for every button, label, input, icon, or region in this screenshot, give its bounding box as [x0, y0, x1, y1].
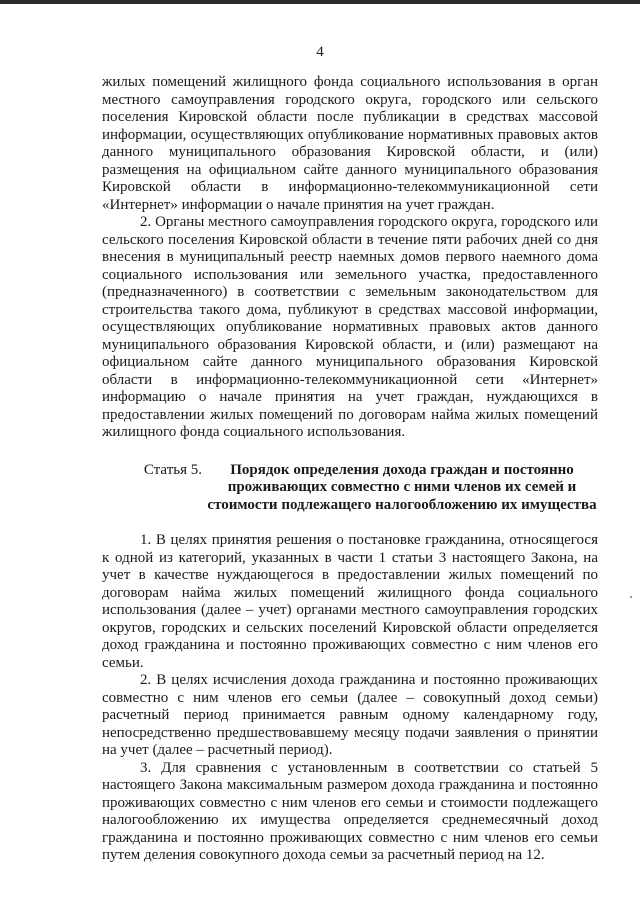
paragraph-art5-1: 1. В целях принятия решения о постановке гражданина, относящегося к одной из категорий, указанных в части 1 статьи 3 настоящего Закона, на учет в качестве нуждающегося в предоставлении жилых помещений по договорам найма жилых помещений жилищного фонда социального использования (далее – учет) органами местного самоуправления городских округов, городских и сельских поселений Кировской области определяется доход гражданина и постоянно проживающих совместно с ним членов его семьи. [102, 532, 598, 671]
page-number: 4 [316, 44, 324, 60]
scan-artifact-speck [630, 596, 632, 598]
article-title-line: проживающих совместно с ними членов их семей и [227, 479, 577, 495]
article-title-line: Порядок определения дохода граждан и постоянно [230, 461, 574, 478]
paragraph-2: 2. Органы местного самоуправления городского округа, городского или сельского поселения Кировской области в течение пяти рабочих дней со дня внесения в муниципальный реестр наемных домов первого наемного дома социального использования или земельного участка, предоставленного (предназначенного) в соответствии с земельным законодательством для строительства такого дома, публикуют в средствах массовой информации, осуществляющих опубликование нормативных правовых актов данного муниципального образования Кировской области, и (или) размещают на официальном сайте данного муниципального образования Кировской области в информационно-телекоммуникационной сети «Интернет» информацию о начале принятия на учет граждан, нуждающихся в предоставлении жилых помещений по договорам найма жилых помещений жилищного фонда социального использования. [102, 214, 598, 440]
paragraph-art5-2: 2. В целях исчисления дохода гражданина и постоянно проживающих совместно с ним членов его семьи (далее – совокупный доход семьи) расчетный период принимается равным одному календарному году, непосредственно предшествовавшему месяцу подачи заявления о принятии на учет (далее – расчетный период). [102, 672, 598, 758]
scan-top-border [0, 0, 640, 4]
paragraph-continuation: жилых помещений жилищного фонда социального использования в орган местного самоуправления городского округа, городского или сельского поселения Кировской области после публикации в средствах массовой информации, осуществляющих опубликование нормативных правовых актов данного муниципального образования Кировской области, и (или) размещения на официальном сайте данного муниципального образования Кировской области в информационно-телекоммуникационной сети «Интернет» информации о начале принятия на учет граждан. [102, 74, 598, 213]
article-label: Статья 5. [143, 461, 202, 478]
paragraph-art5-3: 3. Для сравнения с установленным в соответствии со статьей 5 настоящего Закона максимальным размером дохода гражданина и постоянно проживающих совместно с ним членов его семьи и стоимости подлежащего налогообложению их имущества определяется среднемесячный доход гражданина и постоянно проживающих совместно с ним членов его семьи путем деления совокупного дохода семьи за расчетный период на 12. [102, 759, 598, 863]
document-body [102, 74, 598, 865]
article-title [206, 462, 598, 515]
article-title-line: стоимости подлежащего налогообложению их имущества [207, 496, 597, 513]
article-heading [102, 462, 598, 515]
